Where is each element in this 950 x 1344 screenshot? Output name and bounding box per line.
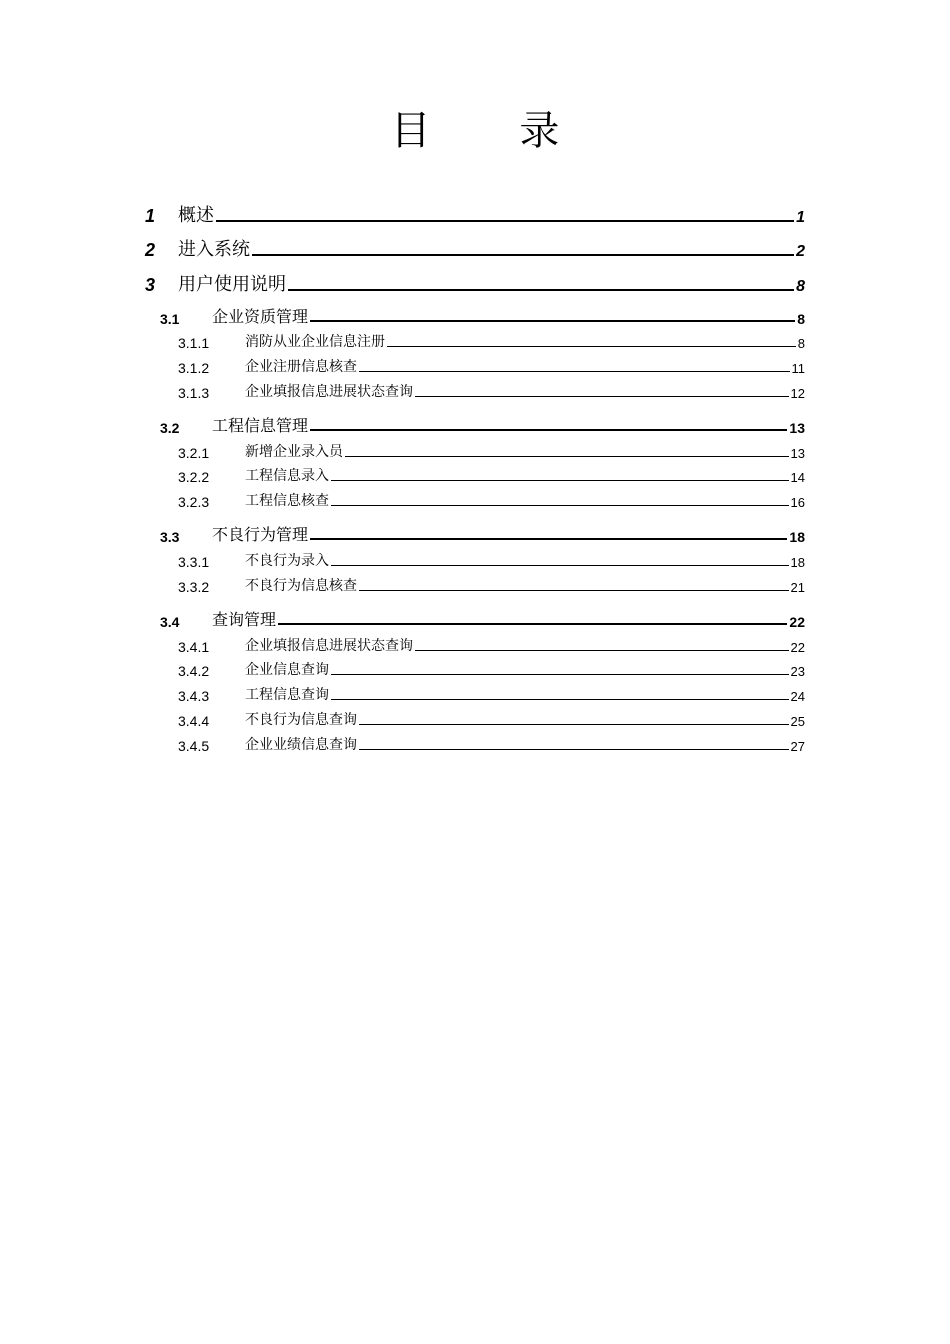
toc-entry-3-1-3[interactable]	[0, 376, 950, 401]
toc-entry-3-4[interactable]	[0, 603, 950, 630]
toc-entry-number: 3.2	[160, 419, 180, 436]
toc-entry-number: 3.1.1	[178, 335, 210, 352]
toc-entry-page: 27	[790, 738, 805, 754]
toc-entry-number: 3.3.2	[178, 578, 210, 595]
toc-entry-label: 企业业绩信息查询	[245, 736, 357, 753]
toc-leader-line	[415, 396, 789, 397]
toc-entry-label: 不良行为管理	[212, 525, 309, 545]
toc-entry-number: 3	[145, 274, 156, 295]
toc-leader-line	[359, 749, 789, 750]
toc-entry-page: 23	[790, 664, 805, 680]
toc-leader-line	[331, 674, 789, 675]
toc-entry-3-4-5[interactable]	[0, 729, 950, 754]
toc-entry-number: 3.4.1	[178, 638, 210, 655]
toc-entry-number: 3.3.1	[178, 554, 210, 571]
toc-entry-page: 8	[797, 310, 805, 327]
toc-entry-label: 企业填报信息进展状态查询	[245, 383, 413, 400]
toc-entry-3-2-3[interactable]	[0, 485, 950, 510]
toc-entry-label: 工程信息录入	[245, 468, 329, 485]
toc-entry-page: 18	[790, 555, 805, 571]
toc-entry-label: 工程信息核查	[245, 493, 329, 510]
toc-entry-number: 3.3	[160, 529, 180, 546]
toc-leader-line	[310, 320, 795, 322]
toc-entry-page: 24	[790, 689, 805, 705]
toc-entry-label: 工程信息查询	[245, 687, 329, 704]
toc-entry-3-2-1[interactable]	[0, 436, 950, 461]
toc-leader-line	[331, 565, 789, 566]
toc-entry-label: 企业信息查询	[245, 662, 329, 679]
toc-entry-3-1[interactable]	[0, 300, 950, 327]
toc-entry-label: 企业注册信息核查	[245, 359, 357, 376]
toc-leader-line	[252, 254, 794, 256]
toc-entry-label: 不良行为录入	[245, 553, 329, 570]
toc-entry-page: 22	[790, 639, 805, 655]
toc-entry-3-2-2[interactable]	[0, 461, 950, 486]
toc-entry-label: 进入系统	[178, 239, 250, 260]
toc-entry-label: 企业资质管理	[212, 306, 309, 326]
toc-leader-line	[331, 699, 789, 700]
toc-leader-line	[331, 480, 789, 481]
toc-entry-page: 8	[797, 336, 805, 352]
toc-leader-line	[415, 650, 789, 651]
toc-entry-label: 查询管理	[212, 609, 277, 629]
toc-leader-line	[278, 623, 787, 625]
toc-leader-line	[310, 538, 787, 540]
toc-entry-3-3-2[interactable]	[0, 570, 950, 595]
toc-entry-page: 2	[796, 243, 805, 260]
toc-entry-3[interactable]	[0, 261, 950, 296]
toc-entry-page: 13	[789, 419, 805, 436]
toc-leader-line	[359, 371, 790, 372]
toc-entry-page: 21	[790, 579, 805, 595]
toc-entry-number: 3.4	[160, 613, 180, 630]
toc-entry-number: 3.4.2	[178, 663, 210, 680]
toc-leader-line	[359, 724, 789, 725]
toc-entry-label: 用户使用说明	[178, 273, 286, 295]
toc-leader-line	[288, 289, 794, 291]
toc-entry-label: 新增企业录入员	[245, 443, 343, 460]
toc-entry-label: 不良行为信息查询	[245, 712, 357, 729]
toc-leader-line	[387, 346, 796, 347]
toc-entry-page: 1	[796, 208, 805, 226]
toc-entry-page: 13	[790, 445, 805, 461]
table-of-contents	[0, 192, 950, 754]
toc-entry-number: 1	[145, 205, 156, 226]
toc-entry-2[interactable]	[0, 227, 950, 262]
toc-entry-3-4-1[interactable]	[0, 630, 950, 655]
toc-leader-line	[216, 220, 794, 222]
toc-entry-number: 2	[145, 240, 156, 260]
toc-entry-number: 3.1.2	[178, 360, 210, 377]
toc-entry-number: 3.2.2	[178, 469, 210, 486]
toc-entry-page: 8	[796, 277, 805, 295]
toc-entry-3-1-1[interactable]	[0, 327, 950, 352]
toc-entry-number: 3.1	[160, 310, 180, 327]
toc-entry-label: 工程信息管理	[212, 415, 309, 435]
toc-entry-3-1-2[interactable]	[0, 351, 950, 376]
page-title: 目 录	[390, 108, 598, 154]
toc-leader-line	[331, 505, 789, 506]
toc-entry-label: 消防从业企业信息注册	[245, 334, 385, 351]
toc-entry-number: 3.2.3	[178, 494, 210, 511]
toc-entry-number: 3.2.1	[178, 444, 210, 461]
toc-leader-line	[310, 429, 787, 431]
toc-entry-page: 14	[790, 470, 805, 486]
toc-leader-line	[345, 456, 789, 457]
toc-entry-number: 3.4.5	[178, 737, 210, 754]
toc-entry-3-4-2[interactable]	[0, 655, 950, 680]
toc-entry-number: 3.4.3	[178, 688, 210, 705]
toc-entry-number: 3.1.3	[178, 384, 210, 401]
toc-entry-number: 3.4.4	[178, 713, 210, 730]
toc-entry-page: 12	[790, 385, 805, 401]
toc-entry-1[interactable]	[0, 192, 950, 227]
toc-entry-label: 不良行为信息核查	[245, 577, 357, 594]
toc-entry-page: 25	[790, 714, 805, 730]
toc-entry-3-3[interactable]	[0, 518, 950, 545]
toc-entry-3-4-4[interactable]	[0, 704, 950, 729]
toc-entry-page: 16	[790, 495, 805, 511]
toc-entry-label: 企业填报信息进展状态查询	[245, 637, 413, 654]
toc-entry-label: 概述	[178, 204, 214, 226]
toc-entry-3-4-3[interactable]	[0, 679, 950, 704]
toc-entry-3-3-1[interactable]	[0, 545, 950, 570]
toc-entry-page: 22	[789, 613, 805, 630]
toc-entry-page: 11	[791, 361, 805, 377]
toc-entry-3-2[interactable]	[0, 409, 950, 436]
toc-leader-line	[359, 590, 789, 591]
toc-entry-page: 18	[789, 529, 805, 546]
